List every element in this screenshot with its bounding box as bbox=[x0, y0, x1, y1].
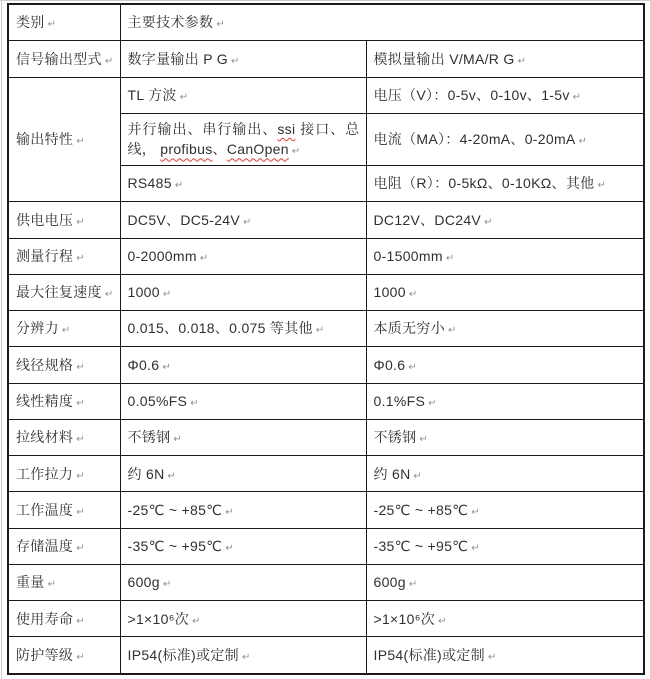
paragraph-mark-icon: ↵ bbox=[76, 543, 85, 555]
table-row bbox=[8, 347, 644, 383]
paragraph-mark-icon: ↵ bbox=[408, 289, 418, 301]
output-analog-cell-3 bbox=[366, 166, 644, 202]
spec-label: 使用寿命 ↵ bbox=[16, 610, 85, 627]
digital-value: 600g ↵ bbox=[127, 574, 172, 591]
spec-label-cell bbox=[8, 311, 120, 347]
paragraph-mark-icon: ↵ bbox=[597, 180, 607, 192]
output-digital-cell-1 bbox=[120, 77, 366, 113]
bus-text: 并行输出、串行输出、 bbox=[127, 121, 278, 138]
signal-label: 信号输出型式 ↵ bbox=[16, 50, 114, 67]
digital-value-cell bbox=[120, 601, 366, 637]
digital-value: 0.05%FS ↵ bbox=[127, 392, 199, 409]
digital-value: IP54(标准)或定制 ↵ bbox=[127, 646, 251, 663]
analog-value-cell bbox=[366, 601, 644, 637]
paragraph-mark-icon: ↵ bbox=[413, 470, 423, 482]
digital-value: Φ0.6 ↵ bbox=[127, 356, 172, 373]
page-boundary-line-top bbox=[0, 0, 650, 1]
spec-label-cell bbox=[8, 637, 120, 674]
spec-label-cell bbox=[8, 383, 120, 419]
paragraph-mark-icon: ↵ bbox=[517, 55, 527, 67]
params-label: 主要技术参数 ↵ bbox=[127, 14, 225, 31]
paragraph-mark-icon: ↵ bbox=[572, 92, 582, 104]
category-header-cell bbox=[8, 4, 120, 41]
paragraph-mark-icon: ↵ bbox=[471, 506, 480, 518]
digital-value: 1000 ↵ bbox=[127, 284, 172, 301]
spec-table bbox=[7, 3, 645, 675]
spec-label-cell bbox=[8, 456, 120, 492]
analog-value: >1×10⁶次 ↵ bbox=[373, 610, 447, 627]
signal-analog-cell bbox=[366, 41, 644, 77]
digital-value-cell bbox=[120, 528, 366, 564]
table-row bbox=[8, 383, 644, 419]
paragraph-mark-icon: ↵ bbox=[76, 397, 85, 409]
analog-value: 0.1%FS ↵ bbox=[373, 392, 437, 409]
analog-value: DC12V、DC24V ↵ bbox=[373, 211, 493, 228]
output-digital-cell-2 bbox=[120, 114, 366, 166]
output-digital-value-3: RS485 ↵ bbox=[127, 175, 184, 192]
paragraph-mark-icon: ↵ bbox=[167, 470, 177, 482]
output-analog-value-2: 电流（MA）：4-20mA、0-20mA ↵ bbox=[373, 131, 588, 148]
digital-value-cell bbox=[120, 419, 366, 455]
bus-text: 、 bbox=[212, 141, 227, 158]
paragraph-mark-icon: ↵ bbox=[104, 55, 114, 67]
digital-value: >1×10⁶次 ↵ bbox=[127, 610, 201, 627]
table-row bbox=[8, 492, 644, 528]
digital-value-cell bbox=[120, 347, 366, 383]
spec-label-cell bbox=[8, 202, 120, 238]
spec-label: 重量 ↵ bbox=[16, 574, 57, 591]
analog-value-cell bbox=[366, 528, 644, 564]
digital-value-cell bbox=[120, 564, 366, 600]
paragraph-mark-icon: ↵ bbox=[174, 180, 184, 192]
paragraph-mark-icon: ↵ bbox=[243, 216, 252, 228]
spec-label-cell bbox=[8, 274, 120, 310]
output-label: 输出特性 ↵ bbox=[16, 131, 85, 148]
spec-label-cell bbox=[8, 492, 120, 528]
digital-value-cell bbox=[120, 383, 366, 419]
analog-value-cell bbox=[366, 564, 644, 600]
analog-value: -25℃ ~ +85℃ ↵ bbox=[373, 501, 480, 518]
paragraph-mark-icon: ↵ bbox=[173, 434, 183, 446]
digital-value: 约 6N ↵ bbox=[127, 465, 177, 482]
paragraph-mark-icon: ↵ bbox=[448, 325, 457, 337]
digital-value-cell bbox=[120, 238, 366, 274]
paragraph-mark-icon: ↵ bbox=[162, 361, 172, 373]
table-row bbox=[8, 637, 644, 674]
paragraph-mark-icon: ↵ bbox=[76, 136, 85, 148]
paragraph-mark-icon: ↵ bbox=[225, 506, 234, 518]
digital-value-cell bbox=[120, 492, 366, 528]
paragraph-mark-icon: ↵ bbox=[162, 289, 172, 301]
signal-analog-value: 模拟量输出 V/MA/R G ↵ bbox=[373, 50, 527, 67]
digital-value-cell bbox=[120, 456, 366, 492]
table-row-signal bbox=[8, 41, 644, 77]
table-row bbox=[8, 311, 644, 347]
output-digital-value-2 bbox=[128, 121, 360, 157]
params-header-cell bbox=[120, 4, 644, 41]
paragraph-mark-icon: ↵ bbox=[76, 470, 85, 482]
table-row-output-1 bbox=[8, 77, 644, 113]
paragraph-mark-icon: ↵ bbox=[291, 146, 301, 158]
digital-value-cell bbox=[120, 637, 366, 674]
digital-value: 不锈钢 ↵ bbox=[127, 429, 183, 446]
bus-text: 接口、总线， bbox=[127, 121, 360, 158]
analog-value: 0-1500mm ↵ bbox=[373, 247, 455, 264]
paragraph-mark-icon: ↵ bbox=[428, 397, 437, 409]
digital-value: 0-2000mm ↵ bbox=[127, 247, 209, 264]
spec-label-cell bbox=[8, 419, 120, 455]
analog-value: Φ0.6 ↵ bbox=[373, 356, 418, 373]
digital-value-cell bbox=[120, 202, 366, 238]
paragraph-mark-icon: ↵ bbox=[61, 325, 71, 337]
output-analog-cell-1 bbox=[366, 77, 644, 113]
analog-value-cell bbox=[366, 202, 644, 238]
output-label-cell bbox=[8, 77, 120, 202]
analog-value-cell bbox=[366, 311, 644, 347]
paragraph-mark-icon: ↵ bbox=[190, 397, 199, 409]
paragraph-mark-icon: ↵ bbox=[76, 252, 85, 264]
analog-value-cell bbox=[366, 456, 644, 492]
output-analog-value-3: 电阻（R）：0-5kΩ、0-10KΩ、其他 ↵ bbox=[373, 175, 607, 192]
table-row bbox=[8, 564, 644, 600]
digital-value: DC5V、DC5-24V ↵ bbox=[127, 211, 252, 228]
spellcheck-word-canopen: CanOpen bbox=[226, 141, 289, 158]
paragraph-mark-icon: ↵ bbox=[471, 543, 480, 555]
spellcheck-word-profibus: profibus bbox=[160, 141, 213, 158]
spec-label: 线径规格 ↵ bbox=[16, 356, 85, 373]
table-row bbox=[8, 456, 644, 492]
digital-value: -35℃ ~ +95℃ ↵ bbox=[127, 538, 234, 555]
signal-digital-value: 数字量输出 P G ↵ bbox=[127, 50, 240, 67]
spec-label: 线性精度 ↵ bbox=[16, 392, 85, 409]
analog-value-cell bbox=[366, 637, 644, 674]
analog-value-cell bbox=[366, 492, 644, 528]
paragraph-mark-icon: ↵ bbox=[578, 136, 588, 148]
paragraph-mark-icon: ↵ bbox=[162, 579, 172, 591]
table-row bbox=[8, 238, 644, 274]
paragraph-mark-icon: ↵ bbox=[484, 216, 493, 228]
spec-label: 分辨力 ↵ bbox=[16, 320, 71, 337]
paragraph-mark-icon: ↵ bbox=[230, 55, 240, 67]
signal-label-cell bbox=[8, 41, 120, 77]
paragraph-mark-icon: ↵ bbox=[76, 361, 85, 373]
table-row-header bbox=[8, 4, 644, 41]
table-row bbox=[8, 528, 644, 564]
paragraph-mark-icon: ↵ bbox=[76, 651, 85, 663]
paragraph-mark-icon: ↵ bbox=[225, 543, 234, 555]
analog-value-cell bbox=[366, 274, 644, 310]
category-label: 类别 ↵ bbox=[16, 14, 57, 31]
paragraph-mark-icon: ↵ bbox=[179, 92, 189, 104]
paragraph-mark-icon: ↵ bbox=[408, 579, 418, 591]
paragraph-mark-icon: ↵ bbox=[438, 615, 447, 627]
paragraph-mark-icon: ↵ bbox=[104, 289, 114, 301]
paragraph-mark-icon: ↵ bbox=[199, 252, 209, 264]
table-row bbox=[8, 601, 644, 637]
analog-value-cell bbox=[366, 383, 644, 419]
spellcheck-word-ssi: ssi bbox=[277, 121, 296, 138]
output-analog-value-1: 电压（V）：0-5v、0-10v、1-5v ↵ bbox=[373, 87, 582, 104]
spec-label: 拉线材料 ↵ bbox=[16, 429, 85, 446]
paragraph-mark-icon: ↵ bbox=[47, 19, 57, 31]
table-row bbox=[8, 274, 644, 310]
spec-label-cell bbox=[8, 347, 120, 383]
page-boundary-line-left bbox=[1, 0, 2, 679]
signal-digital-cell bbox=[120, 41, 366, 77]
paragraph-mark-icon: ↵ bbox=[315, 325, 325, 337]
spec-label-cell bbox=[8, 601, 120, 637]
analog-value-cell bbox=[366, 347, 644, 383]
paragraph-mark-icon: ↵ bbox=[76, 615, 85, 627]
analog-value: 约 6N ↵ bbox=[373, 465, 423, 482]
paragraph-mark-icon: ↵ bbox=[192, 615, 201, 627]
analog-value: IP54(标准)或定制 ↵ bbox=[373, 646, 497, 663]
output-analog-cell-2 bbox=[366, 114, 644, 166]
spec-label: 供电电压 ↵ bbox=[16, 211, 85, 228]
spec-label: 最大往复速度 ↵ bbox=[16, 284, 114, 301]
spec-label-cell bbox=[8, 564, 120, 600]
analog-value: 不锈钢 ↵ bbox=[373, 429, 429, 446]
spec-label-cell bbox=[8, 238, 120, 274]
spec-label-cell bbox=[8, 528, 120, 564]
digital-value-cell bbox=[120, 311, 366, 347]
output-digital-value-1: TL 方波 ↵ bbox=[127, 87, 189, 104]
paragraph-mark-icon: ↵ bbox=[76, 216, 85, 228]
paragraph-mark-icon: ↵ bbox=[408, 361, 418, 373]
paragraph-mark-icon: ↵ bbox=[76, 506, 85, 518]
paragraph-mark-icon: ↵ bbox=[419, 434, 429, 446]
output-digital-cell-3 bbox=[120, 166, 366, 202]
paragraph-mark-icon: ↵ bbox=[487, 651, 497, 663]
analog-value-cell bbox=[366, 419, 644, 455]
digital-value-cell bbox=[120, 274, 366, 310]
table-row bbox=[8, 419, 644, 455]
analog-value: 600g ↵ bbox=[373, 574, 418, 591]
paragraph-mark-icon: ↵ bbox=[445, 252, 455, 264]
analog-value: -35℃ ~ +95℃ ↵ bbox=[373, 538, 480, 555]
paragraph-mark-icon: ↵ bbox=[47, 579, 57, 591]
paragraph-mark-icon: ↵ bbox=[241, 651, 251, 663]
spec-label: 存储温度 ↵ bbox=[16, 538, 85, 555]
spec-label: 工作温度 ↵ bbox=[16, 501, 85, 518]
analog-value: 1000 ↵ bbox=[373, 284, 418, 301]
digital-value: -25℃ ~ +85℃ ↵ bbox=[127, 501, 234, 518]
spec-label: 工作拉力 ↵ bbox=[16, 465, 85, 482]
paragraph-mark-icon: ↵ bbox=[76, 434, 85, 446]
analog-value-cell bbox=[366, 238, 644, 274]
paragraph-mark-icon: ↵ bbox=[216, 19, 225, 31]
analog-value: 本质无穷小 ↵ bbox=[373, 320, 457, 337]
spec-label: 测量行程 ↵ bbox=[16, 247, 85, 264]
digital-value: 0.015、0.018、0.075 等其他 ↵ bbox=[127, 320, 325, 337]
table-row bbox=[8, 202, 644, 238]
spec-label: 防护等级 ↵ bbox=[16, 646, 85, 663]
